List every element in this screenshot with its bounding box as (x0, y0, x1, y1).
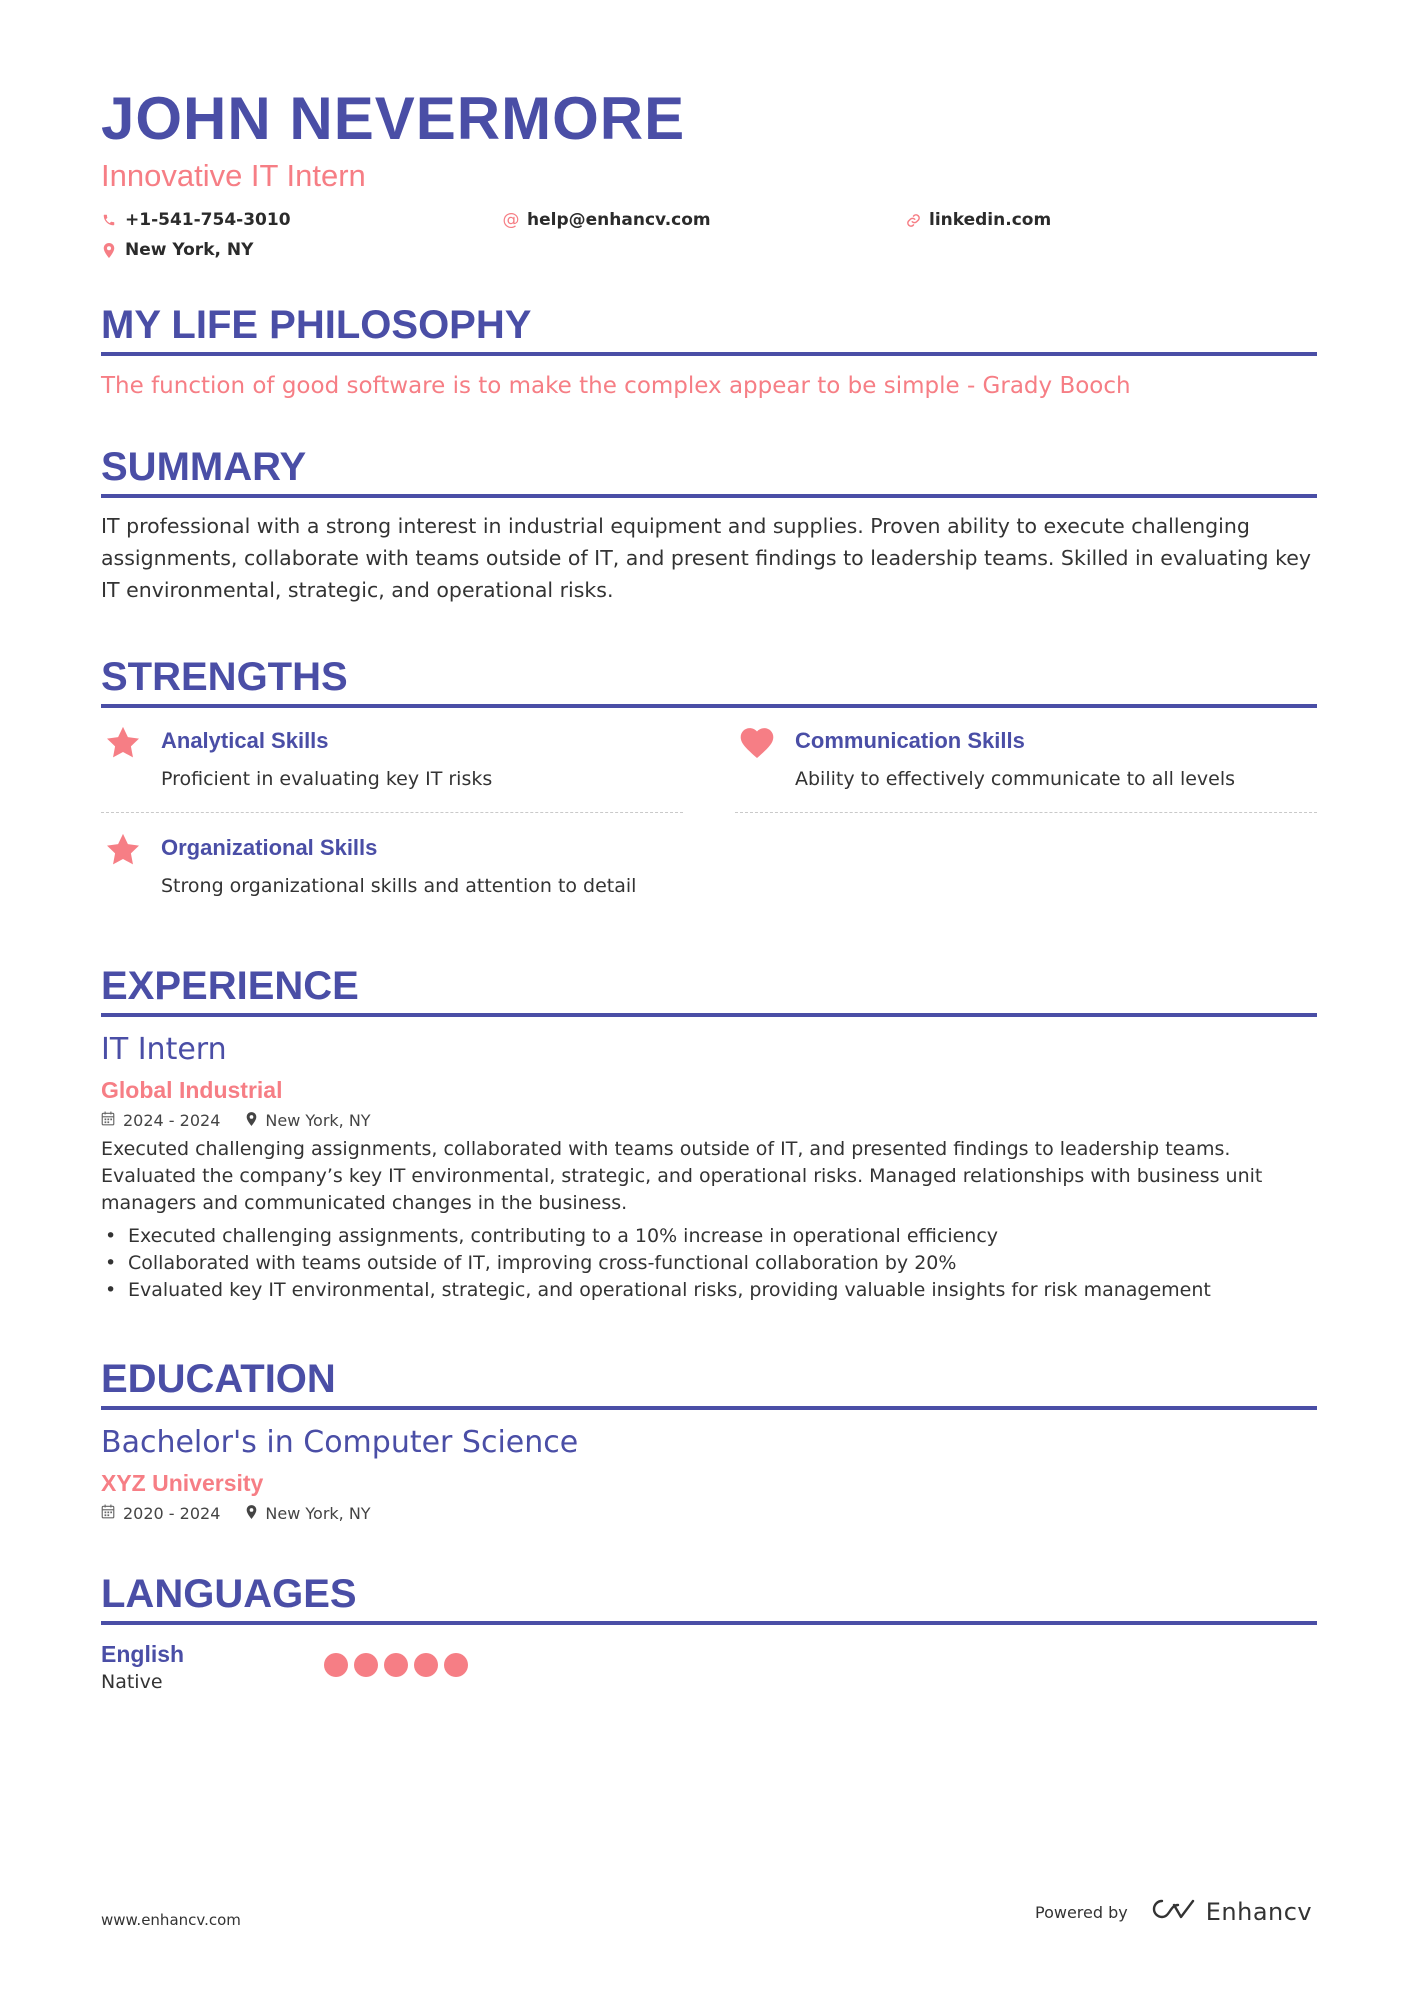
education-dates-text: 2020 - 2024 (123, 1504, 221, 1523)
summary-section (101, 444, 1317, 606)
philosophy-quote: The function of good software is to make the complex appear to be simple - Grady Booch (101, 373, 1131, 399)
phone-text: +1-541-754-3010 (125, 210, 291, 230)
contact-info (101, 200, 1317, 262)
enhancv-brand-text: Enhancv (1205, 1898, 1313, 1926)
summary-heading: SUMMARY (101, 444, 1317, 498)
strength-name: Organizational Skills (161, 835, 378, 860)
calendar-icon (101, 1111, 115, 1130)
enhancv-logo[interactable] (1150, 1898, 1312, 1926)
strength-desc: Proficient in evaluating key IT risks (161, 768, 493, 790)
experience-section (101, 963, 1317, 1304)
strength-desc: Ability to effectively communicate to all levels (795, 768, 1236, 790)
education-section (101, 1356, 1317, 1523)
contact-linkedin[interactable] (905, 210, 1051, 230)
philosophy-section (101, 302, 1317, 402)
contact-phone[interactable] (101, 210, 291, 230)
education-heading: EDUCATION (101, 1356, 1317, 1410)
degree-title: Bachelor's in Computer Science (101, 1425, 579, 1460)
strength-item (101, 724, 683, 813)
job-location (246, 1111, 370, 1130)
job-description: Executed challenging assignments, collaborated with teams outside of IT, and presented findings to leadership teams. Evaluated the company’s key IT environmental, strategic, and operational risks. Managed relationships with business unit managers and communicated changes in the business. (101, 1138, 1263, 1214)
rating-dot (444, 1653, 468, 1677)
strength-name: Analytical Skills (161, 728, 329, 753)
link-icon (905, 212, 921, 228)
location-text: New York, NY (125, 240, 254, 260)
language-rating (324, 1653, 468, 1677)
job-bullet: • Collaborated with teams outside of IT, improving cross-functional collaboration by 20% (101, 1250, 1317, 1277)
job-bullet: • Evaluated key IT environmental, strategic, and operational risks, providing valuable insights for risk management (101, 1277, 1317, 1304)
job-dates (101, 1111, 220, 1130)
summary-text: IT professional with a strong interest in industrial equipment and supplies. Proven ability to execute challenging assignments, collaborate with teams outside of IT, and present findings to leadership teams. Skilled in evaluating key IT environmental, strategic, and operational risks. (101, 514, 1311, 602)
job-title: IT Intern (101, 1032, 227, 1067)
languages-section (101, 1571, 1317, 1709)
star-icon (103, 724, 143, 762)
strengths-grid (101, 724, 1317, 937)
company-name: Global Industrial (101, 1077, 283, 1103)
footer-branding (1035, 1898, 1312, 1926)
location-pin-icon (246, 1111, 257, 1130)
job-bullets (101, 1223, 1317, 1304)
calendar-icon (101, 1504, 115, 1523)
languages-heading: LANGUAGES (101, 1571, 1317, 1625)
education-location (246, 1504, 370, 1523)
strengths-section (101, 654, 1317, 937)
candidate-name: JOHN NEVERMORE (101, 85, 686, 152)
job-meta (101, 1111, 1317, 1130)
rating-dot (414, 1653, 438, 1677)
philosophy-heading: MY LIFE PHILOSOPHY (101, 302, 1317, 356)
linkedin-text: linkedin.com (929, 210, 1052, 230)
language-level: Native (101, 1671, 163, 1693)
contact-location (101, 240, 253, 260)
education-location-text: New York, NY (265, 1504, 371, 1523)
job-location-text: New York, NY (265, 1111, 371, 1130)
language-name: English (101, 1641, 185, 1667)
heart-icon (737, 724, 777, 762)
school-name: XYZ University (101, 1470, 264, 1496)
job-bullet: • Executed challenging assignments, contributing to a 10% increase in operational efficiency (101, 1223, 1317, 1250)
location-pin-icon (246, 1504, 257, 1523)
strength-name: Communication Skills (795, 728, 1025, 753)
powered-by-text: Powered by (1035, 1902, 1128, 1922)
education-meta (101, 1504, 1317, 1523)
strength-desc: Strong organizational skills and attention to detail (161, 875, 637, 897)
footer-website[interactable]: www.enhancv.com (101, 1911, 241, 1929)
resume-content (101, 84, 1317, 1709)
phone-icon (101, 212, 117, 228)
strengths-heading: STRENGTHS (101, 654, 1317, 708)
rating-dot (324, 1653, 348, 1677)
rating-dot (384, 1653, 408, 1677)
job-dates-text: 2024 - 2024 (123, 1111, 221, 1130)
language-item (101, 1639, 1317, 1709)
rating-dot (354, 1653, 378, 1677)
location-pin-icon (101, 242, 117, 258)
contact-email[interactable] (503, 210, 711, 230)
candidate-title: Innovative IT Intern (101, 158, 366, 193)
at-icon: @ (502, 210, 520, 230)
enhancv-logo-icon (1150, 1898, 1196, 1926)
strength-item (101, 831, 683, 919)
star-icon (103, 831, 143, 869)
experience-heading: EXPERIENCE (101, 963, 1317, 1017)
email-text: help@enhancv.com (527, 210, 711, 230)
strength-item (735, 724, 1317, 813)
education-dates (101, 1504, 220, 1523)
